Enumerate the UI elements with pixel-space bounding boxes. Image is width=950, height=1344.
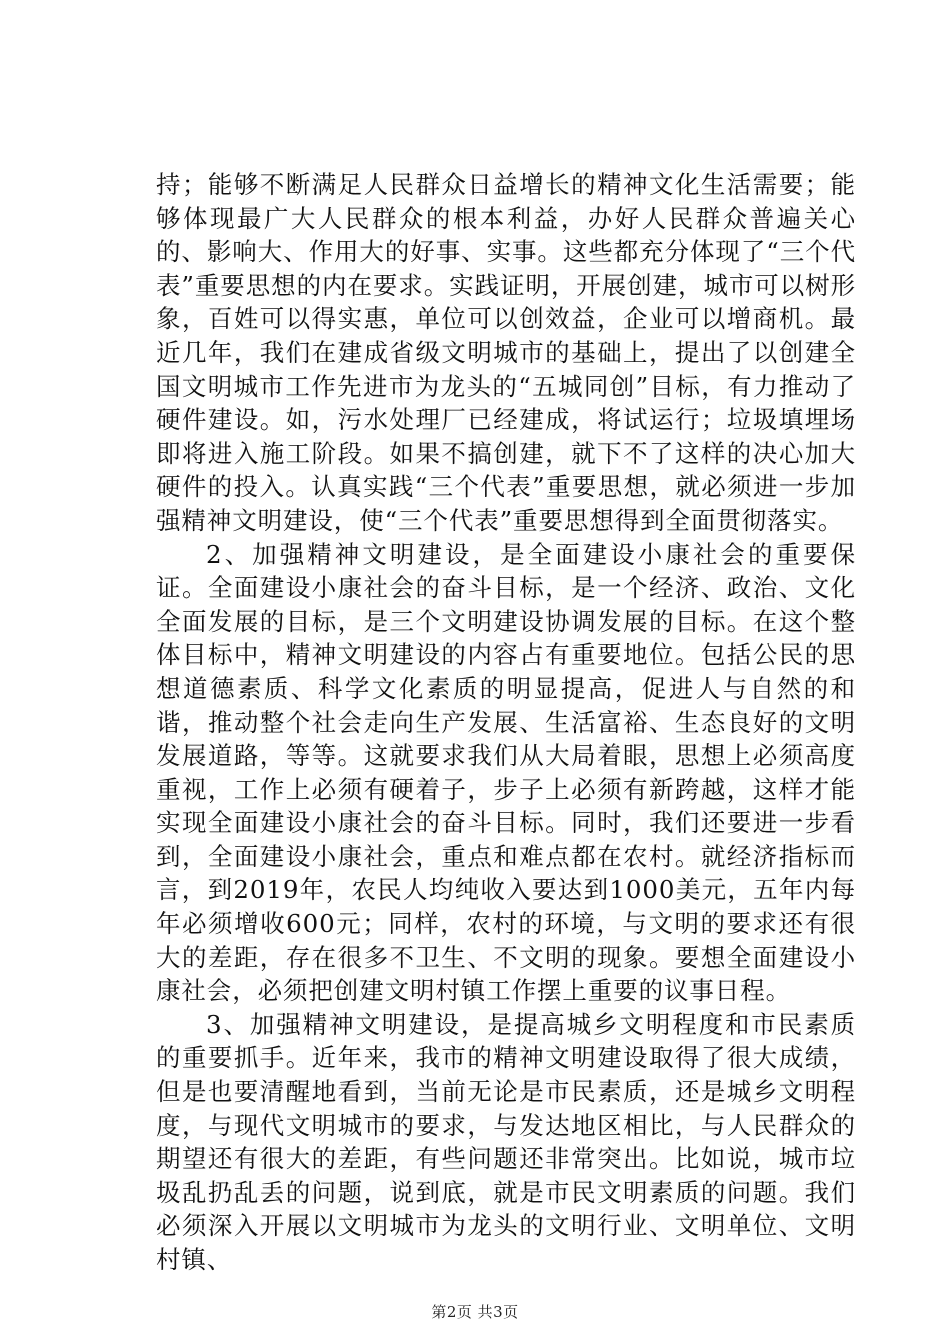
- paragraph-continuation: 持；能够不断满足人民群众日益增长的精神文化生活需要；能够体现最广大人民群众的根本利益，办好人民群众普遍关心的、影响大、作用大的好事、实事。这些都充分体现了“三个代表”重要思想的内在要求。实践证明，开展创建，城市可以树形象，百姓可以得实惠，单位可以创效益，企业可以增商机。最近几年，我们在建成省级文明城市的基础上，提出了以创建全国文明城市工作先进市为龙头的“五城同创”目标，有力推动了硬件建设。如，污水处理厂已经建成，将试运行；垃圾填埋场即将进入施工阶段。如果不搞创建，就下不了这样的决心加大硬件的投入。认真实践“三个代表”重要思想，就必须进一步加强精神文明建设，使“三个代表”重要思想得到全面贯彻落实。: [156, 170, 856, 535]
- page-footer: [0, 1302, 950, 1322]
- document-body: [156, 168, 856, 1277]
- page-number-label: 第2页 共3页: [431, 1303, 519, 1321]
- paragraph-point-2: 2、加强精神文明建设，是全面建设小康社会的重要保证。全面建设小康社会的奋斗目标，是一个经济、政治、文化全面发展的目标，是三个文明建设协调发展的目标。在这个整体目标中，精神文明建设的内容占有重要地位。包括公民的思想道德素质、科学文化素质的明显提高，促进人与自然的和谐，推动整个社会走向生产发展、生活富裕、生态良好的文明发展道路，等等。这就要求我们从大局着眼，思想上必须高度重视，工作上必须有硬着子，步子上必须有新跨越，这样才能实现全面建设小康社会的奋斗目标。同时，我们还要进一步看到，全面建设小康社会，重点和难点都在农村。就经济指标而言，到2019年，农民人均纯收入要达到1000美元，五年内每年必须增收600元；同样，农村的环境，与文明的要求还有很大的差距，存在很多不卫生、不文明的现象。要想全面建设小康社会，必须把创建文明村镇工作摆上重要的议事日程。: [156, 539, 856, 1006]
- paragraph-point-3: 3、加强精神文明建设，是提高城乡文明程度和市民素质的重要抓手。近年来，我市的精神文明建设取得了很大成绩，但是也要清醒地看到，当前无论是市民素质，还是城乡文明程度，与现代文明城市的要求，与发达地区相比，与人民群众的期望还有很大的差距，有些问题还非常突出。比如说，城市垃圾乱扔乱丢的问题，说到底，就是市民文明素质的问题。我们必须深入开展以文明城市为龙头的文明行业、文明单位、文明村镇、: [156, 1009, 856, 1274]
